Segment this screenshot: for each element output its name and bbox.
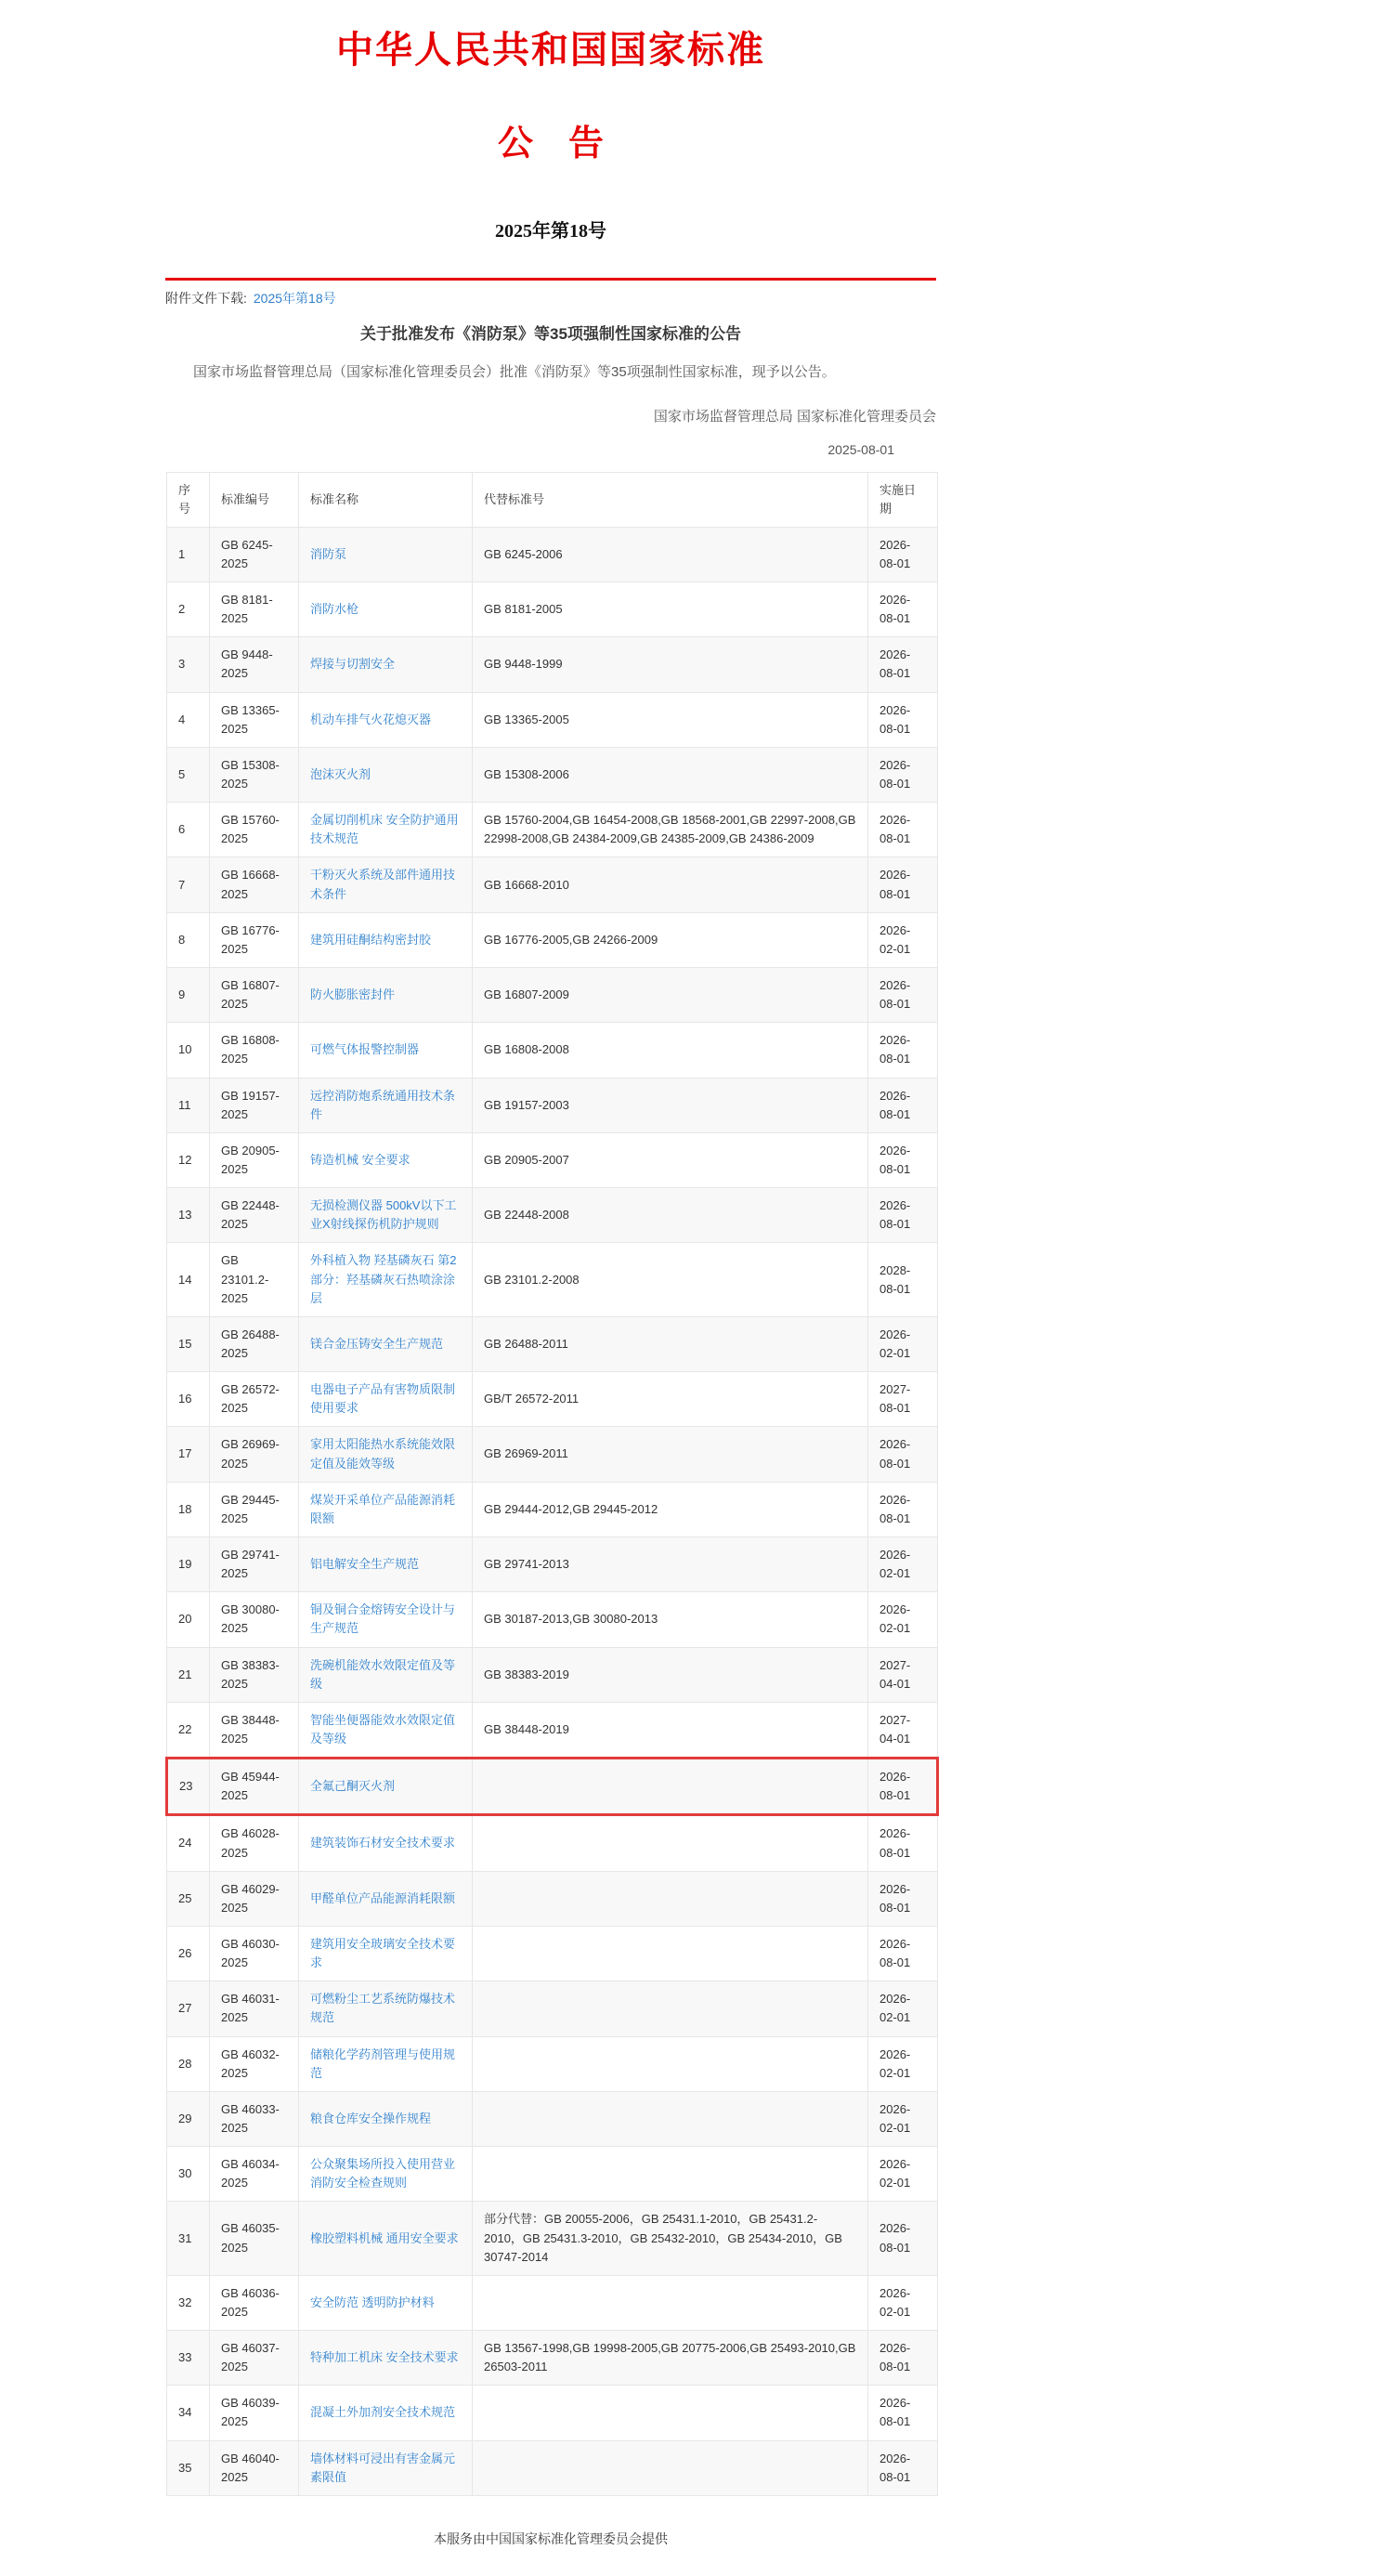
standard-name-cell xyxy=(299,1316,473,1371)
standard-name-cell xyxy=(299,637,473,692)
replaced-standards-cell: GB 8181-2005 xyxy=(473,582,868,637)
implementation-date-cell: 2026-08-01 xyxy=(868,1759,938,1815)
row-index-cell: 11 xyxy=(167,1078,210,1132)
standard-code-cell: GB 13365-2025 xyxy=(210,692,299,747)
implementation-date-cell: 2026-02-01 xyxy=(868,1536,938,1591)
replaced-standards-cell: GB 20905-2007 xyxy=(473,1132,868,1187)
replaced-standards-cell: GB 6245-2006 xyxy=(473,527,868,582)
standard-code-cell: GB 46033-2025 xyxy=(210,2091,299,2146)
row-index-cell: 31 xyxy=(167,2202,210,2275)
standard-code-cell: GB 46039-2025 xyxy=(210,2386,299,2440)
implementation-date-cell: 2026-02-01 xyxy=(868,1316,938,1371)
standard-code-cell: GB 16807-2025 xyxy=(210,968,299,1023)
header-cell-index: 序号 xyxy=(167,472,210,527)
row-index-cell: 8 xyxy=(167,912,210,967)
standard-name-cell xyxy=(299,857,473,912)
standard-name-link[interactable]: 公众聚集场所投入使用营业消防安全检查规则 xyxy=(310,2157,456,2190)
table-row xyxy=(167,747,938,802)
footer-text: 本服务由中国国家标准化管理委员会提供 xyxy=(434,2530,668,2546)
attachment-label: 附件文件下载: xyxy=(165,291,247,306)
standard-name-link[interactable]: 墙体材料可浸出有害金属元素限值 xyxy=(310,2451,456,2484)
table-row xyxy=(167,2036,938,2091)
table-row xyxy=(167,1188,938,1243)
implementation-date-cell: 2027-04-01 xyxy=(868,1702,938,1758)
standard-name-cell xyxy=(299,747,473,802)
standard-name-link[interactable]: 防火膨胀密封件 xyxy=(310,987,396,1002)
standard-code-cell: GB 46035-2025 xyxy=(210,2202,299,2275)
standard-name-link[interactable]: 镁合金压铸安全生产规范 xyxy=(310,1336,444,1351)
replaced-standards-cell xyxy=(473,1871,868,1926)
standard-code-cell: GB 15760-2025 xyxy=(210,803,299,857)
row-index-cell: 20 xyxy=(167,1592,210,1647)
standard-name-cell xyxy=(299,1078,473,1132)
replaced-standards-cell: GB 16776-2005,GB 24266-2009 xyxy=(473,912,868,967)
standard-name-link[interactable]: 混凝土外加剂安全技术规范 xyxy=(310,2405,456,2420)
implementation-date-cell: 2026-02-01 xyxy=(868,1981,938,2036)
standard-name-link[interactable]: 泡沫灭火剂 xyxy=(310,766,371,781)
standard-name-cell xyxy=(299,1871,473,1926)
implementation-date-cell: 2026-08-01 xyxy=(868,747,938,802)
table-row xyxy=(167,1702,938,1758)
implementation-date-cell: 2026-02-01 xyxy=(868,2147,938,2202)
implementation-date-cell: 2026-08-01 xyxy=(868,1427,938,1482)
header-cell-date: 实施日期 xyxy=(868,472,938,527)
standard-name-link[interactable]: 家用太阳能热水系统能效限定值及能效等级 xyxy=(310,1437,456,1471)
table-row xyxy=(167,1243,938,1316)
standard-name-link[interactable]: 建筑装饰石材安全技术要求 xyxy=(310,1836,456,1850)
row-index-cell: 1 xyxy=(167,527,210,582)
replaced-standards-cell: GB 16807-2009 xyxy=(473,968,868,1023)
implementation-date-cell: 2026-02-01 xyxy=(868,2036,938,2091)
standard-name-cell xyxy=(299,1702,473,1758)
table-row xyxy=(167,912,938,967)
table-row xyxy=(167,857,938,912)
table-row xyxy=(167,1372,938,1427)
standard-name-cell xyxy=(299,1427,473,1482)
implementation-date-cell: 2026-08-01 xyxy=(868,2386,938,2440)
row-index-cell: 32 xyxy=(167,2275,210,2330)
row-index-cell: 28 xyxy=(167,2036,210,2091)
standard-name-cell xyxy=(299,1132,473,1187)
replaced-standards-cell: GB 38383-2019 xyxy=(473,1647,868,1702)
issue-date: 2025-08-01 xyxy=(827,441,894,457)
standard-name-cell xyxy=(299,1647,473,1702)
replaced-standards-cell: GB 19157-2003 xyxy=(473,1078,868,1132)
standard-name-cell xyxy=(299,527,473,582)
standard-name-link[interactable]: 橡胶塑料机械 通用安全要求 xyxy=(310,2230,459,2245)
standard-name-cell xyxy=(299,692,473,747)
row-index-cell: 4 xyxy=(167,692,210,747)
row-index-cell: 23 xyxy=(167,1759,210,1815)
row-index-cell: 35 xyxy=(167,2440,210,2495)
table-row xyxy=(167,2275,938,2330)
replaced-standards-cell xyxy=(473,2147,868,2202)
replaced-standards-cell: GB 22448-2008 xyxy=(473,1188,868,1243)
page-title: 中华人民共和国国家标准 xyxy=(336,29,765,71)
standard-code-cell: GB 38383-2025 xyxy=(210,1647,299,1702)
row-index-cell: 26 xyxy=(167,1926,210,1981)
replaced-standards-cell: GB 15760-2004,GB 16454-2008,GB 18568-2001,GB 22997-2008,GB 22998-2008,GB 24384-2009,GB 24385-2009,GB 24386-2009 xyxy=(473,803,868,857)
standard-code-cell: GB 46028-2025 xyxy=(210,1815,299,1871)
replaced-standards-cell: GB 9448-1999 xyxy=(473,637,868,692)
table-row xyxy=(167,1078,938,1132)
table-row xyxy=(167,1316,938,1371)
replaced-standards-cell xyxy=(473,2440,868,2495)
standard-code-cell: GB 46040-2025 xyxy=(210,2440,299,2495)
standard-name-link[interactable]: 消防泵 xyxy=(310,546,347,561)
implementation-date-cell: 2026-02-01 xyxy=(868,2091,938,2146)
standard-code-cell: GB 38448-2025 xyxy=(210,1702,299,1758)
standard-code-cell: GB 8181-2025 xyxy=(210,582,299,637)
table-row xyxy=(167,582,938,637)
replaced-standards-cell: GB 26969-2011 xyxy=(473,1427,868,1482)
row-index-cell: 33 xyxy=(167,2331,210,2386)
standard-name-link[interactable]: 储粮化学药剂管理与使用规范 xyxy=(310,2046,456,2080)
standard-name-link[interactable]: 干粉灭火系统及部件通用技术条件 xyxy=(310,868,456,901)
standard-name-link[interactable]: 粮食仓库安全操作规程 xyxy=(310,2111,432,2125)
implementation-date-cell: 2026-08-01 xyxy=(868,857,938,912)
implementation-date-cell: 2026-08-01 xyxy=(868,2440,938,2495)
implementation-date-cell: 2026-08-01 xyxy=(868,1482,938,1536)
standard-code-cell: GB 6245-2025 xyxy=(210,527,299,582)
replaced-standards-cell: GB 23101.2-2008 xyxy=(473,1243,868,1316)
implementation-date-cell: 2026-08-01 xyxy=(868,527,938,582)
header-cell-name: 标准名称 xyxy=(299,472,473,527)
table-row xyxy=(167,692,938,747)
standard-name-link[interactable]: 机动车排气火花熄灭器 xyxy=(310,712,432,726)
standard-name-link[interactable]: 可燃粉尘工艺系统防爆技术规范 xyxy=(310,1992,456,2025)
red-divider xyxy=(165,278,936,281)
standard-name-link[interactable]: 安全防范 透明防护材料 xyxy=(310,2295,435,2309)
replaced-standards-cell: 部分代替：GB 20055-2006，GB 25431.1-2010，GB 25431.2-2010，GB 25431.3-2010，GB 25432-2010，GB 25434-2010，GB 30747-2014 xyxy=(473,2202,868,2275)
replaced-standards-cell xyxy=(473,1926,868,1981)
replaced-standards-cell: GB 16668-2010 xyxy=(473,857,868,912)
standard-name-cell xyxy=(299,2147,473,2202)
standard-name-link[interactable]: 洗碗机能效水效限定值及等级 xyxy=(310,1657,456,1691)
standard-name-link[interactable]: 消防水枪 xyxy=(310,602,359,617)
row-index-cell: 21 xyxy=(167,1647,210,1702)
standard-code-cell: GB 30080-2025 xyxy=(210,1592,299,1647)
table-row xyxy=(167,2147,938,2202)
issue-number: 2025年第18号 xyxy=(495,221,606,242)
replaced-standards-cell: GB 29741-2013 xyxy=(473,1536,868,1591)
implementation-date-cell: 2026-08-01 xyxy=(868,1871,938,1926)
row-index-cell: 9 xyxy=(167,968,210,1023)
standard-name-link[interactable]: 无损检测仪器 500kV以下工业X射线探伤机防护规则 xyxy=(310,1198,457,1232)
row-index-cell: 10 xyxy=(167,1023,210,1078)
table-row xyxy=(167,2202,938,2275)
implementation-date-cell: 2026-08-01 xyxy=(868,1078,938,1132)
replaced-standards-cell xyxy=(473,2386,868,2440)
header-cell-replaces: 代替标准号 xyxy=(473,472,868,527)
table-row xyxy=(167,1023,938,1078)
implementation-date-cell: 2026-08-01 xyxy=(868,968,938,1023)
row-index-cell: 19 xyxy=(167,1536,210,1591)
implementation-date-cell: 2027-04-01 xyxy=(868,1647,938,1702)
replaced-standards-cell: GB 38448-2019 xyxy=(473,1702,868,1758)
standard-name-cell xyxy=(299,1536,473,1591)
replaced-standards-cell: GB 29444-2012,GB 29445-2012 xyxy=(473,1482,868,1536)
standard-name-link[interactable]: 智能坐便器能效水效限定值及等级 xyxy=(310,1712,456,1746)
standard-code-cell: GB 46034-2025 xyxy=(210,2147,299,2202)
header-cell-code: 标准编号 xyxy=(210,472,299,527)
standard-code-cell: GB 20905-2025 xyxy=(210,1132,299,1187)
table-row xyxy=(167,637,938,692)
implementation-date-cell: 2026-08-01 xyxy=(868,582,938,637)
document-title: 关于批准发布《消防泵》等35项强制性国家标准的公告 xyxy=(360,325,741,343)
table-row xyxy=(167,2091,938,2146)
table-row xyxy=(167,1871,938,1926)
table-row xyxy=(167,1926,938,1981)
standard-name-link[interactable]: 建筑用安全玻璃安全技术要求 xyxy=(310,1936,456,1970)
standard-name-cell xyxy=(299,968,473,1023)
standard-name-cell xyxy=(299,1926,473,1981)
table-row xyxy=(167,1482,938,1536)
standard-name-cell xyxy=(299,1372,473,1427)
standard-name-cell xyxy=(299,1815,473,1871)
row-index-cell: 24 xyxy=(167,1815,210,1871)
standard-code-cell: GB 46031-2025 xyxy=(210,1981,299,2036)
implementation-date-cell: 2026-08-01 xyxy=(868,803,938,857)
standard-name-link[interactable]: 铝电解安全生产规范 xyxy=(310,1557,420,1572)
standard-name-cell xyxy=(299,912,473,967)
replaced-standards-cell: GB 26488-2011 xyxy=(473,1316,868,1371)
standard-name-link[interactable]: 电器电子产品有害物质限制使用要求 xyxy=(310,1382,456,1416)
standard-code-cell: GB 9448-2025 xyxy=(210,637,299,692)
standard-name-cell xyxy=(299,2331,473,2386)
table-row xyxy=(167,1592,938,1647)
standard-name-link[interactable]: 可燃气体报警控制器 xyxy=(310,1042,420,1057)
attachment-row xyxy=(165,289,936,307)
row-index-cell: 16 xyxy=(167,1372,210,1427)
row-index-cell: 15 xyxy=(167,1316,210,1371)
replaced-standards-cell: GB 30187-2013,GB 30080-2013 xyxy=(473,1592,868,1647)
table-row xyxy=(167,2386,938,2440)
standard-name-link[interactable]: 甲醛单位产品能源消耗限额 xyxy=(310,1890,456,1905)
replaced-standards-cell: GB 13365-2005 xyxy=(473,692,868,747)
table-row xyxy=(167,968,938,1023)
implementation-date-cell: 2026-02-01 xyxy=(868,1592,938,1647)
standard-code-cell: GB 19157-2025 xyxy=(210,1078,299,1132)
standard-code-cell: GB 22448-2025 xyxy=(210,1188,299,1243)
standard-code-cell: GB 46036-2025 xyxy=(210,2275,299,2330)
standard-name-cell xyxy=(299,1592,473,1647)
standard-code-cell: GB 46029-2025 xyxy=(210,1871,299,1926)
standard-name-cell xyxy=(299,2440,473,2495)
implementation-date-cell: 2026-08-01 xyxy=(868,1815,938,1871)
standard-name-cell xyxy=(299,1482,473,1536)
standard-name-cell xyxy=(299,2202,473,2275)
table-row xyxy=(167,1132,938,1187)
standard-name-link[interactable]: 煤炭开采单位产品能源消耗限额 xyxy=(310,1492,456,1525)
standard-name-cell xyxy=(299,1243,473,1316)
standard-name-link[interactable]: 远控消防炮系统通用技术条件 xyxy=(310,1088,456,1121)
standard-name-cell xyxy=(299,1023,473,1078)
row-index-cell: 22 xyxy=(167,1702,210,1758)
row-index-cell: 2 xyxy=(167,582,210,637)
standard-code-cell: GB 23101.2-2025 xyxy=(210,1243,299,1316)
table-row xyxy=(167,1536,938,1591)
implementation-date-cell: 2026-02-01 xyxy=(868,2275,938,2330)
row-index-cell: 29 xyxy=(167,2091,210,2146)
issuing-authority: 国家市场监督管理总局 国家标准化管理委员会 xyxy=(653,408,936,425)
replaced-standards-cell xyxy=(473,2036,868,2091)
table-row xyxy=(167,1815,938,1871)
row-index-cell: 34 xyxy=(167,2386,210,2440)
table-row xyxy=(167,1647,938,1702)
standard-name-link[interactable]: 焊接与切割安全 xyxy=(310,657,396,672)
attachment-link[interactable]: 2025年第18号 xyxy=(253,291,336,306)
replaced-standards-cell xyxy=(473,1981,868,2036)
implementation-date-cell: 2026-08-01 xyxy=(868,692,938,747)
standard-code-cell: GB 29741-2025 xyxy=(210,1536,299,1591)
row-index-cell: 3 xyxy=(167,637,210,692)
standard-name-cell xyxy=(299,2091,473,2146)
table-row xyxy=(167,2331,938,2386)
standard-name-link[interactable]: 铸造机械 安全要求 xyxy=(310,1152,410,1167)
page-container xyxy=(165,0,936,2576)
implementation-date-cell: 2026-08-01 xyxy=(868,1926,938,1981)
standard-name-link[interactable]: 外科植入物 羟基磷灰石 第2部分：羟基磷灰石热喷涂涂层 xyxy=(310,1253,457,1305)
table-header-row xyxy=(167,472,938,527)
row-index-cell: 6 xyxy=(167,803,210,857)
row-index-cell: 27 xyxy=(167,1981,210,2036)
replaced-standards-cell xyxy=(473,2275,868,2330)
replaced-standards-cell: GB 13567-1998,GB 19998-2005,GB 20775-2006,GB 25493-2010,GB 26503-2011 xyxy=(473,2331,868,2386)
implementation-date-cell: 2027-08-01 xyxy=(868,1372,938,1427)
row-index-cell: 25 xyxy=(167,1871,210,1926)
row-index-cell: 12 xyxy=(167,1132,210,1187)
standard-code-cell: GB 16668-2025 xyxy=(210,857,299,912)
implementation-date-cell: 2026-08-01 xyxy=(868,1132,938,1187)
replaced-standards-cell xyxy=(473,1815,868,1871)
standard-code-cell: GB 26488-2025 xyxy=(210,1316,299,1371)
standard-name-cell xyxy=(299,1759,473,1815)
standard-name-link[interactable]: 特种加工机床 安全技术要求 xyxy=(310,2350,459,2365)
row-index-cell: 30 xyxy=(167,2147,210,2202)
row-index-cell: 7 xyxy=(167,857,210,912)
standard-code-cell: GB 26969-2025 xyxy=(210,1427,299,1482)
implementation-date-cell: 2026-08-01 xyxy=(868,2202,938,2275)
standard-code-cell: GB 16776-2025 xyxy=(210,912,299,967)
document-body: 国家市场监督管理总局（国家标准化管理委员会）批准《消防泵》等35项强制性国家标准，现予以公告。 xyxy=(193,364,836,380)
replaced-standards-cell: GB 16808-2008 xyxy=(473,1023,868,1078)
standard-name-cell xyxy=(299,2275,473,2330)
row-index-cell: 17 xyxy=(167,1427,210,1482)
standard-name-cell xyxy=(299,582,473,637)
implementation-date-cell: 2026-08-01 xyxy=(868,1023,938,1078)
table-row xyxy=(167,1981,938,2036)
row-index-cell: 14 xyxy=(167,1243,210,1316)
standard-code-cell: GB 46037-2025 xyxy=(210,2331,299,2386)
standard-code-cell: GB 29445-2025 xyxy=(210,1482,299,1536)
announcement-word: 公 告 xyxy=(497,124,604,163)
standard-name-link[interactable]: 建筑用硅酮结构密封胶 xyxy=(310,932,432,947)
standard-code-cell: GB 46032-2025 xyxy=(210,2036,299,2091)
standard-name-cell xyxy=(299,2036,473,2091)
standard-code-cell: GB 16808-2025 xyxy=(210,1023,299,1078)
standard-code-cell: GB 26572-2025 xyxy=(210,1372,299,1427)
implementation-date-cell: 2028-08-01 xyxy=(868,1243,938,1316)
implementation-date-cell: 2026-08-01 xyxy=(868,1188,938,1243)
replaced-standards-cell xyxy=(473,1759,868,1815)
standard-name-cell xyxy=(299,2386,473,2440)
implementation-date-cell: 2026-08-01 xyxy=(868,637,938,692)
standard-name-cell xyxy=(299,1188,473,1243)
replaced-standards-cell xyxy=(473,2091,868,2146)
replaced-standards-cell: GB/T 26572-2011 xyxy=(473,1372,868,1427)
row-index-cell: 18 xyxy=(167,1482,210,1536)
table-row xyxy=(167,1759,938,1815)
standard-code-cell: GB 15308-2025 xyxy=(210,747,299,802)
table-row xyxy=(167,527,938,582)
standard-code-cell: GB 46030-2025 xyxy=(210,1926,299,1981)
row-index-cell: 13 xyxy=(167,1188,210,1243)
standard-name-cell xyxy=(299,803,473,857)
replaced-standards-cell: GB 15308-2006 xyxy=(473,747,868,802)
standard-name-link[interactable]: 铜及铜合金熔铸安全设计与生产规范 xyxy=(310,1602,456,1636)
table-row xyxy=(167,2440,938,2495)
implementation-date-cell: 2026-02-01 xyxy=(868,912,938,967)
standard-name-link[interactable]: 金属切削机床 安全防护通用技术规范 xyxy=(310,813,459,846)
table-row xyxy=(167,1427,938,1482)
row-index-cell: 5 xyxy=(167,747,210,802)
standards-table xyxy=(165,472,939,2496)
standard-code-cell: GB 45944-2025 xyxy=(210,1759,299,1815)
implementation-date-cell: 2026-08-01 xyxy=(868,2331,938,2386)
standard-name-link[interactable]: 全氟己酮灭火剂 xyxy=(310,1779,396,1794)
standard-name-cell xyxy=(299,1981,473,2036)
table-row xyxy=(167,803,938,857)
